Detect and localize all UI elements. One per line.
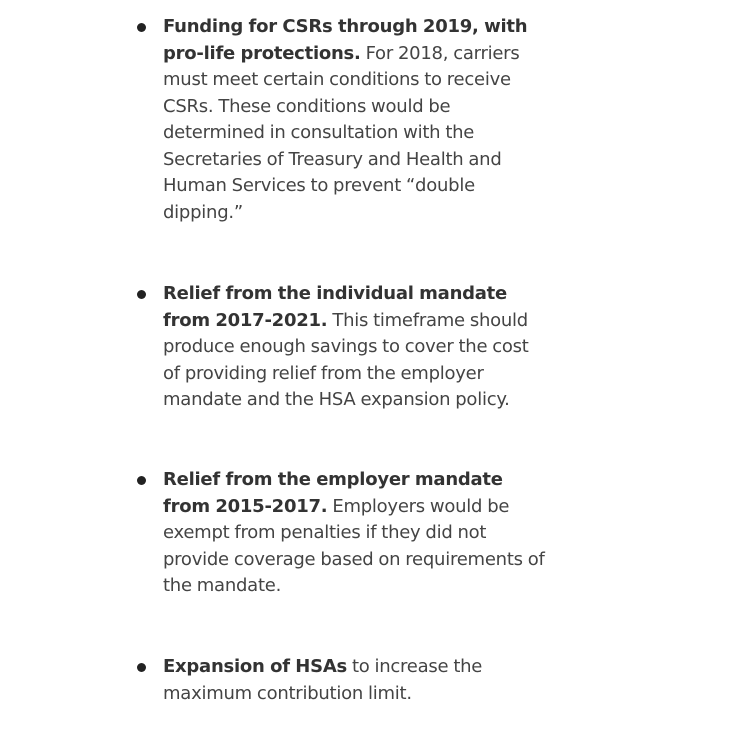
- list-item-individual-mandate: [163, 281, 548, 414]
- list-item-body: to increase the maximum contribution limit.: [163, 656, 483, 704]
- bullet-dot-icon: [137, 23, 146, 32]
- list-item-body: For 2018, carriers must meet certain conditions to receive CSRs. These conditions would be determined in consultation with the Secretaries of Treasury and Health and Human Services to prevent “double dipping.”: [163, 42, 520, 223]
- list-item-text: [163, 14, 548, 226]
- list-item-employer-mandate: [163, 467, 548, 600]
- list-item-text: [163, 654, 548, 707]
- list-item-text: [163, 467, 548, 600]
- bullet-dot-icon: [137, 290, 146, 299]
- list-item-heading: Funding for CSRs through 2019, with pro-life protections.: [163, 16, 528, 64]
- list-item-hsa-expansion: [163, 654, 548, 707]
- list-item-heading: Relief from the individual mandate from 2017-2021.: [163, 283, 507, 331]
- list-item-heading: Expansion of HSAs: [163, 656, 347, 677]
- list-item-csr-funding: [163, 14, 548, 226]
- list-item-body: This timeframe should produce enough savings to cover the cost of providing relief from the employer mandate and the HSA expansion policy.: [163, 309, 529, 410]
- list-item-text: [163, 281, 548, 414]
- list-item-body: Employers would be exempt from penalties if they did not provide coverage based on requirements of the mandate.: [163, 495, 545, 596]
- bullet-dot-icon: [137, 476, 146, 485]
- bullet-dot-icon: [137, 663, 146, 672]
- list-item-heading: Relief from the employer mandate from 2015-2017.: [163, 469, 503, 517]
